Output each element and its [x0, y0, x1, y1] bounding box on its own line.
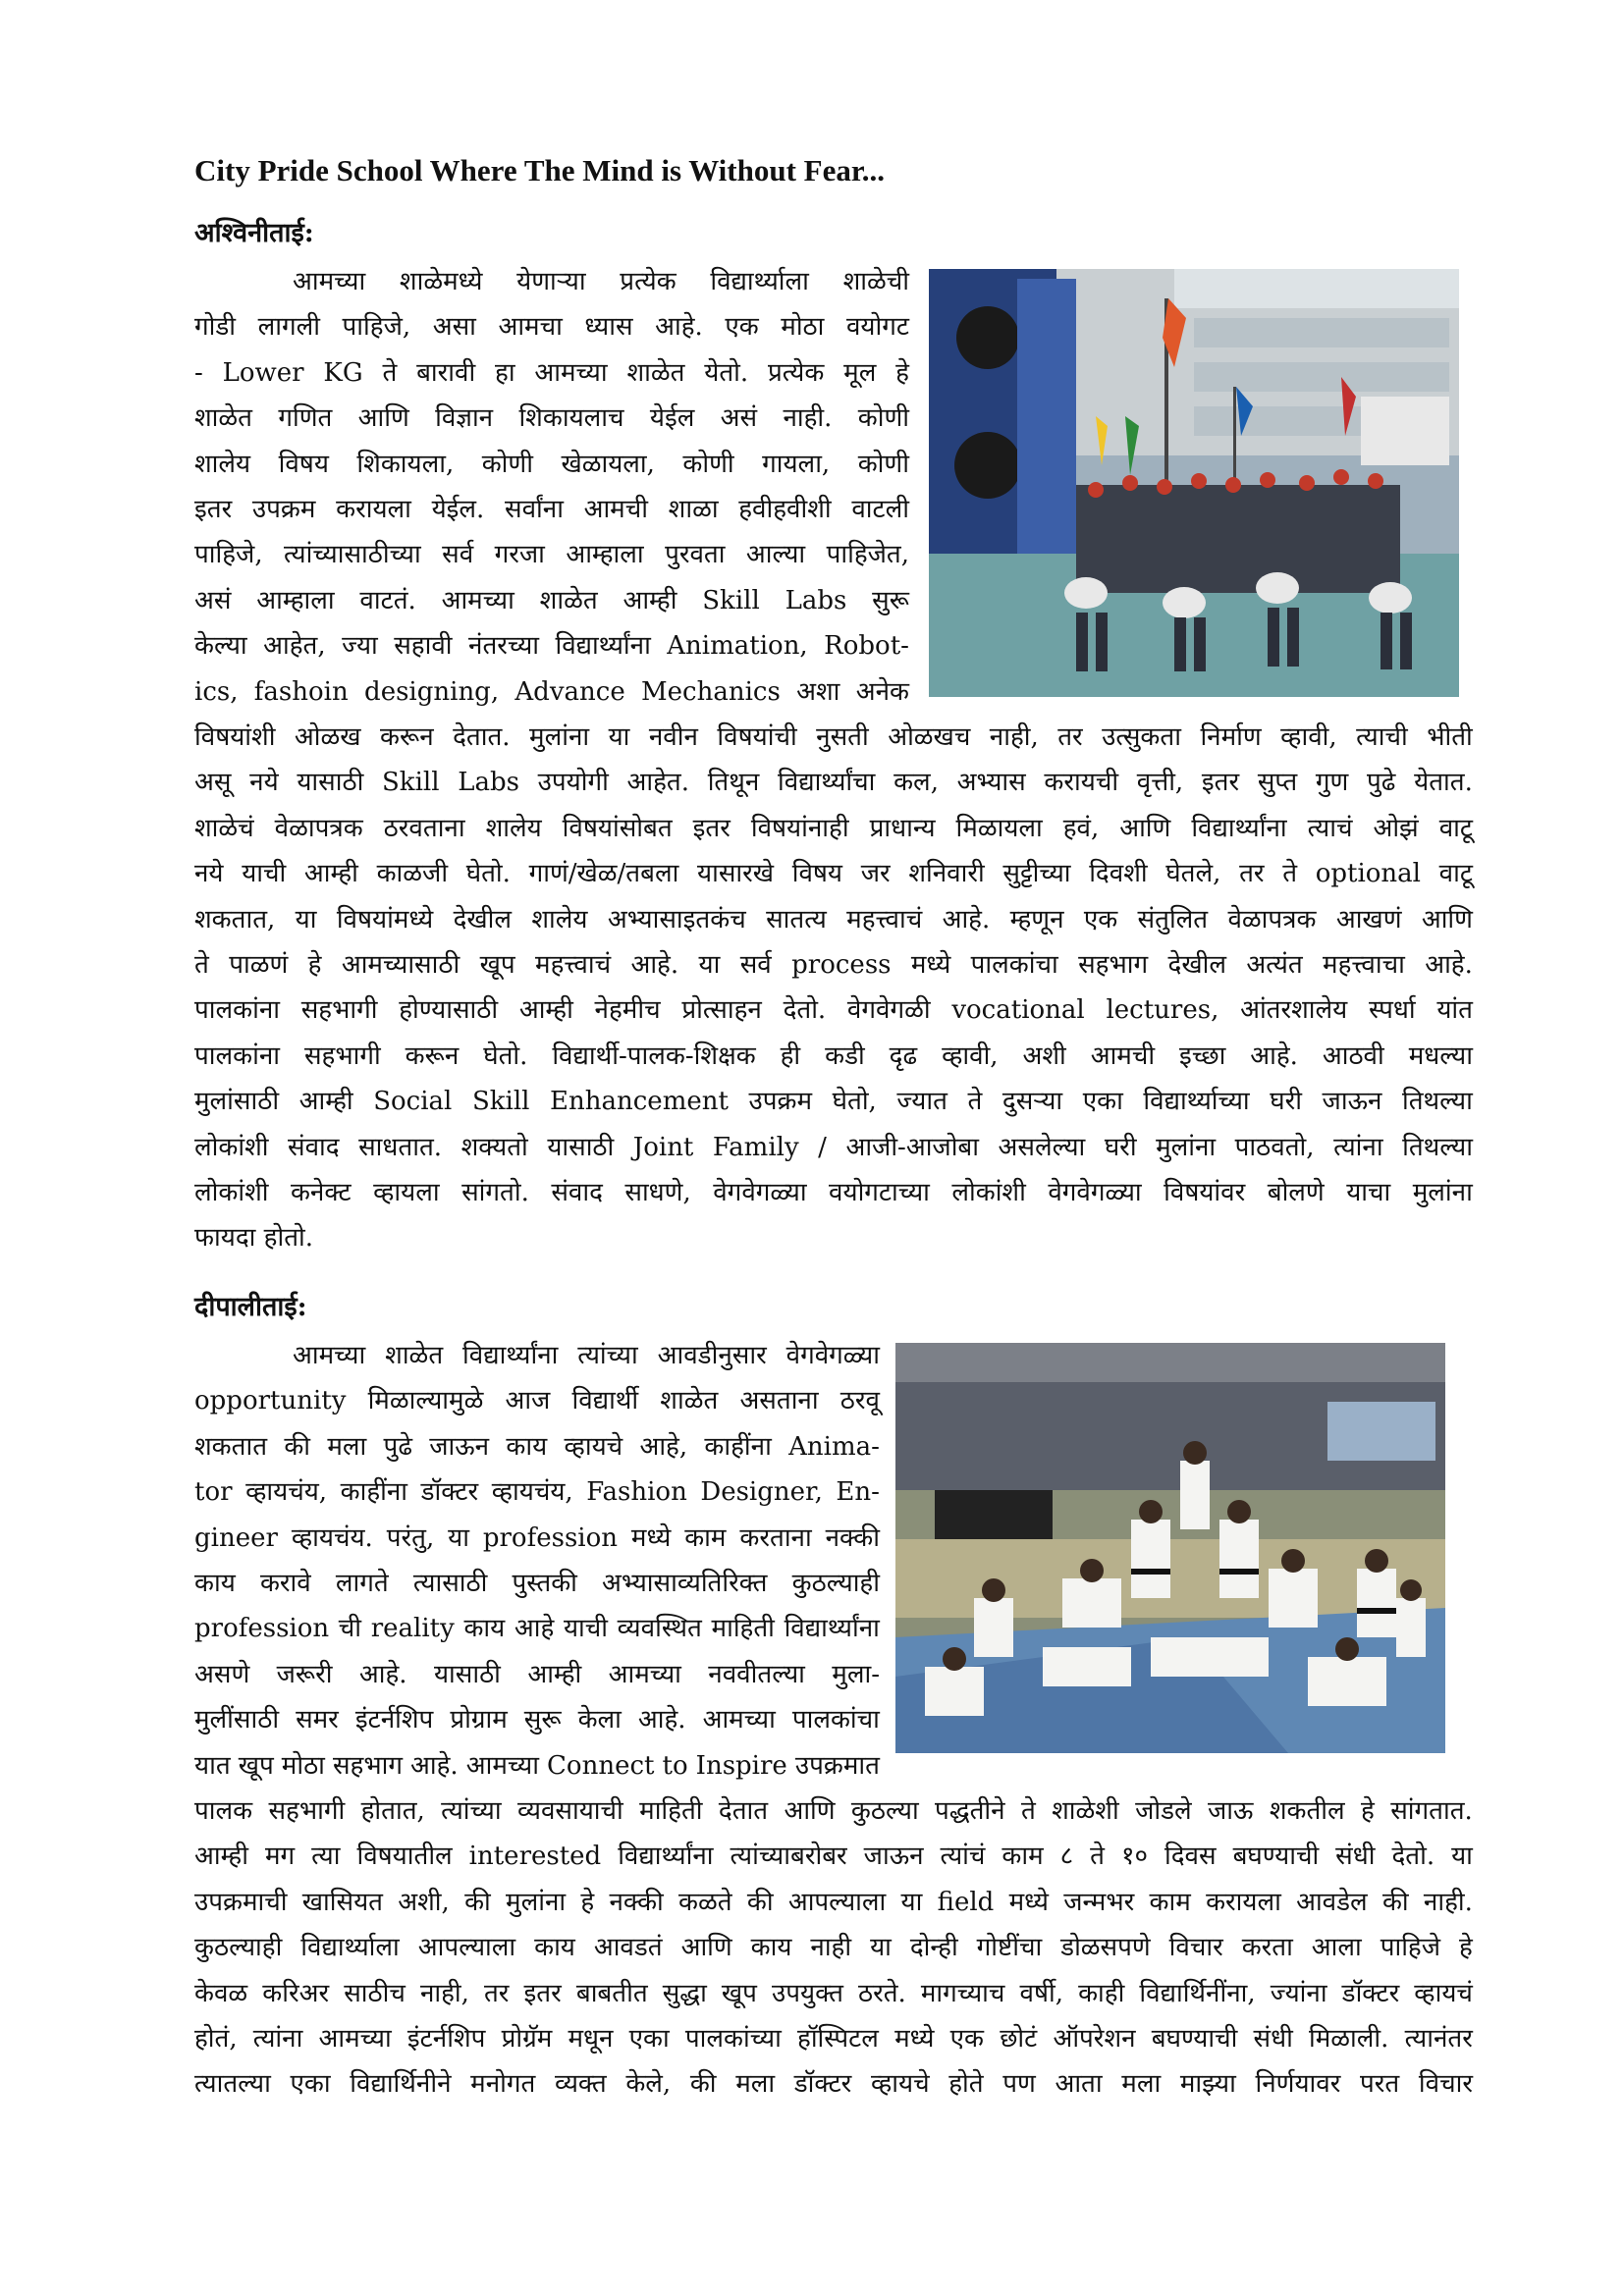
- text-line: gineer व्हायचंय. परंतु, या profession मध्ये काम करताना नक्की: [194, 1522, 880, 1553]
- text-line: पालक सहभागी होतात, त्यांच्या व्यवसायाची माहिती देतात आणि कुठल्या पद्धतीने ते शाळेशी जोडले जाऊ शकतील हे सांगतात.: [194, 1796, 1473, 1826]
- text-line: असू नये यासाठी Skill Labs उपयोगी आहेत. तिथून विद्यार्थ्यांचा कल, अभ्यास करायची वृत्ती, इतर सुप्त गुण पुढे येतात.: [194, 768, 1473, 798]
- karate-performance-photo: [895, 1343, 1445, 1753]
- text-line: होतं, त्यांना आमच्या इंटर्नशिप प्रोग्रॅम मधून एका पालकांच्या हॉस्पिटल मध्ये एक छोटं ऑपरेशन बघण्याची संधी मिळाली. त्यानंतर: [194, 2024, 1473, 2054]
- text-line: असं आम्हाला वाटतं. आमच्या शाळेत आम्ही Skill Labs सुरू: [194, 585, 909, 615]
- text-line: कुठल्याही विद्यार्थ्याला आपल्याला काय आवडतं आणि काय नाही या दोन्ही गोष्टींचा डोळसपणे विचार करता आला पाहिजे हे: [194, 1933, 1473, 1963]
- text-line: केवळ करिअर साठीच नाही, तर इतर बाबतीत सुद्धा खूप उपयुक्त ठरते. मागच्याच वर्षी, काही विद्यार्थिनींना, ज्यांना डॉक्टर व्हायचं: [194, 1978, 1473, 2008]
- text-line: शकतात, या विषयांमध्ये देखील शालेय अभ्यासाइतकंच सातत्य महत्त्वाचं आहे. म्हणून एक संतुलित वेळापत्रक आखणं आणि: [194, 904, 1473, 934]
- text-line: शाळेचं वेळापत्रक ठरवताना शालेय विषयांसोबत इतर विषयांनाही प्राधान्य मिळायला हवं, आणि विद्यार्थ्यांना त्याचं ओझं वाटू: [194, 813, 1473, 843]
- text-line: पालकांना सहभागी करून घेतो. विद्यार्थी-पालक-शिक्षक ही कडी दृढ व्हावी, अशी आमची इच्छा आहे. आठवी मधल्या: [194, 1041, 1473, 1071]
- text-line: लोकांशी संवाद साधतात. शक्यतो यासाठी Joint Family / आजी-आजोबा असलेल्या घरी मुलांना पाठवतो, त्यांना तिथल्या: [194, 1132, 1473, 1162]
- text-line: विषयांशी ओळख करून देतात. मुलांना या नवीन विषयांची नुसती ओळखच नाही, तर उत्सुकता निर्माण व्हावी, त्याची भीती: [194, 722, 1473, 752]
- band-parade-illustration: [929, 269, 1459, 697]
- text-line: शकतात की मला पुढे जाऊन काय व्हायचे आहे, काहींना Anima-: [194, 1431, 880, 1462]
- text-line: आम्ही मग त्या विषयातील interested विद्यार्थ्यांना त्यांच्याबरोबर जाऊन त्यांचं काम ८ ते १० दिवस बघण्याची संधी देतो. या: [194, 1842, 1473, 1872]
- text-line: त्यातल्या एका विद्यार्थिनीने मनोगत व्यक्त केले, की मला डॉक्टर व्हायचे होते पण आता मला माझ्या निर्णयावर परत विचार: [194, 2069, 1473, 2100]
- text-line: शालेय विषय शिकायला, कोणी खेळायला, कोणी गायला, कोणी: [194, 449, 909, 479]
- text-line: केल्या आहेत, ज्या सहावी नंतरच्या विद्यार्थ्यांना Animation, Robot-: [194, 631, 909, 662]
- text-line: नये याची आम्ही काळजी घेतो. गाणं/खेळ/तबला यासारखे विषय जर शनिवारी सुट्टीच्या दिवशी घेतले, तर ते optional वाटू: [194, 859, 1473, 889]
- band-parade-photo: [929, 269, 1459, 697]
- text-line: गोडी लागली पाहिजे, असा आमचा ध्यास आहे. एक मोठा वयोगट: [194, 312, 909, 343]
- text-line: इतर उपक्रम करायला येईल. सर्वांना आमची शाळा हवीहवीशी वाटली: [194, 495, 909, 524]
- text-line: मुलांसाठी आम्ही Social Skill Enhancement उपक्रम घेतो, ज्यात ते दुसऱ्या एका विद्यार्थ्याच्या घरी जाऊन तिथल्या: [194, 1087, 1473, 1117]
- text-line: शाळेत गणित आणि विज्ञान शिकायलाच येईल असं नाही. कोणी: [194, 403, 909, 434]
- text-line: पाहिजे, त्यांच्यासाठीच्या सर्व गरजा आम्हाला पुरवता आल्या पाहिजेत,: [194, 540, 909, 570]
- text-line: - Lower KG ते बारावी हा आमच्या शाळेत येतो. प्रत्येक मूल हे: [194, 357, 909, 388]
- text-line: ics, fashoin designing, Advance Mechanics अशा अनेक: [194, 676, 909, 707]
- text-line: opportunity मिळाल्यामुळे आज विद्यार्थी शाळेत असताना ठरवू: [194, 1386, 880, 1416]
- text-line: profession ची reality काय आहे याची व्यवस्थित माहिती विद्यार्थ्यांना: [194, 1614, 880, 1644]
- section-heading-deepalitai: दीपालीताई:: [194, 1292, 307, 1322]
- text-line: ते पाळणं हे आमच्यासाठी खूप महत्त्वाचं आहे. या सर्व process मध्ये पालकांचा सहभाग देखील अत्यंत महत्त्वाचा आहे.: [194, 950, 1473, 980]
- text-line: फायदा होतो.: [194, 1223, 314, 1254]
- page-title: City Pride School Where The Mind is Without Fear...: [194, 153, 886, 187]
- text-line: उपक्रमाची खासियत अशी, की मुलांना हे नक्की कळते की आपल्याला या field मध्ये जन्मभर काम करायला आवडेल की नाही.: [194, 1887, 1473, 1917]
- text-line: यात खूप मोठा सहभाग आहे. आमच्या Connect to Inspire उपक्रमात: [194, 1750, 880, 1781]
- karate-performance-illustration: [895, 1343, 1445, 1753]
- text-line: पालकांना सहभागी होण्यासाठी आम्ही नेहमीच प्रोत्साहन देतो. वेगवेगळी vocational lectures, आंतरशालेय स्पर्धा यांत: [194, 995, 1473, 1026]
- text-line: काय करावे लागते त्यासाठी पुस्तकी अभ्यासाव्यतिरिक्त कुठल्याही: [194, 1569, 880, 1598]
- text-line: आमच्या शाळेत विद्यार्थ्यांना त्यांच्या आवडीनुसार वेगवेगळ्या: [293, 1341, 880, 1370]
- text-line: tor व्हायचंय, काहींना डॉक्टर व्हायचंय, Fashion Designer, En-: [194, 1477, 880, 1508]
- text-line: लोकांशी कनेक्ट व्हायला सांगतो. संवाद साधणे, वेगवेगळ्या वयोगटाच्या लोकांशी वेगवेगळ्या विषयांवर बोलणे याचा मुलांना: [194, 1178, 1473, 1207]
- text-line: असणे जरूरी आहे. यासाठी आम्ही आमच्या नववीतल्या मुला-: [194, 1659, 880, 1689]
- section-heading-ashwinitai: अश्विनीताई:: [194, 218, 314, 248]
- text-line: आमच्या शाळेमध्ये येणाऱ्या प्रत्येक विद्यार्थ्याला शाळेची: [293, 267, 909, 296]
- text-line: मुलींसाठी समर इंटर्नशिप प्रोग्राम सुरू केला आहे. आमच्या पालकांचा: [194, 1705, 880, 1735]
